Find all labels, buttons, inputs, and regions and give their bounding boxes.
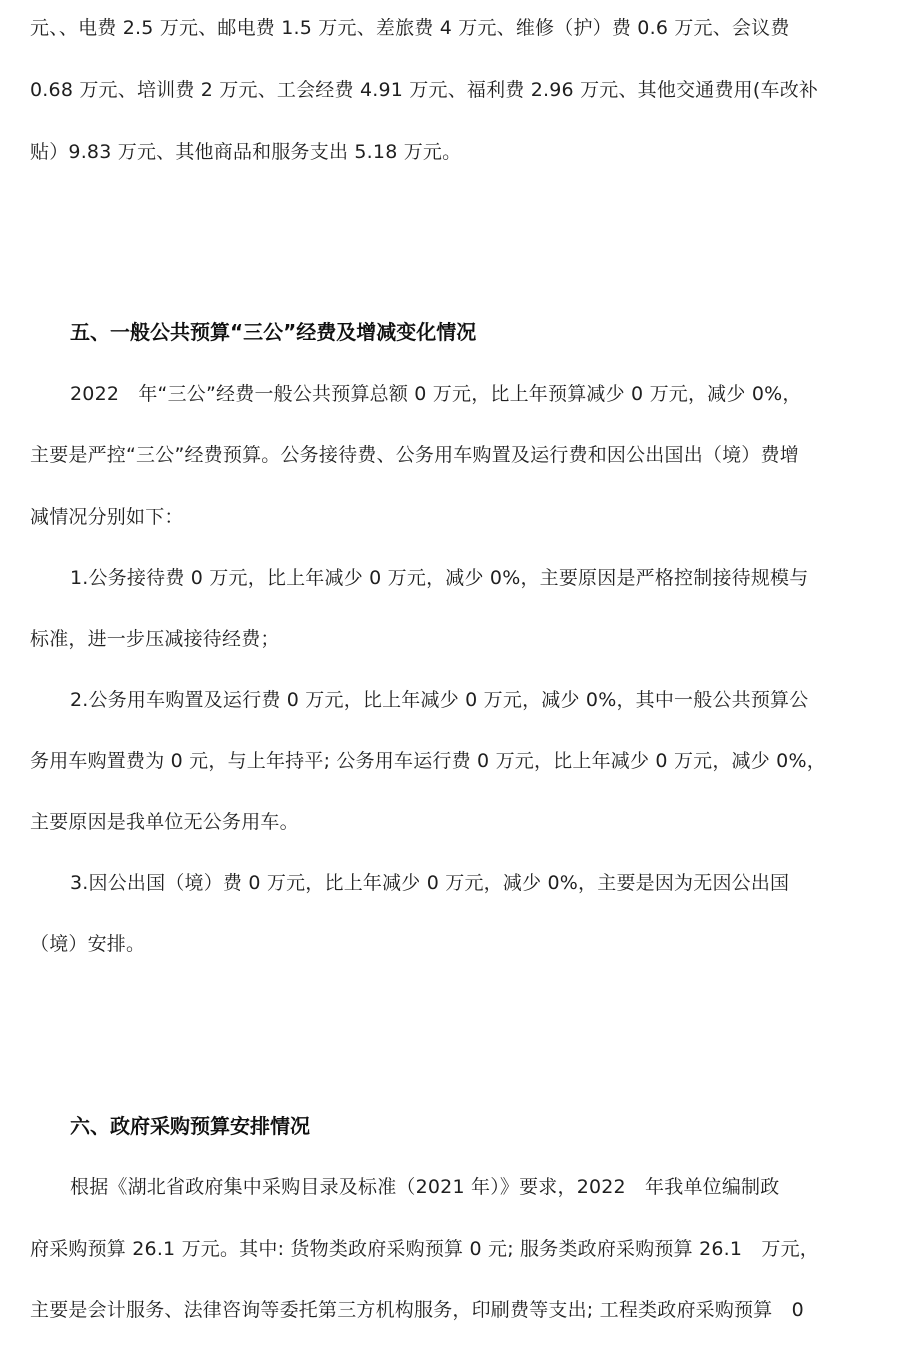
paragraph-line: 0.68 万元、培训费 2 万元、工会经费 4.91 万元、福利费 2.96 万元、其他交通费用(车改补 (30, 79, 819, 101)
paragraph-line: 府采购预算 26.1 万元。其中: 货物类政府采购预算 0 元; 服务类政府采购预算 26.1 万元， (30, 1238, 819, 1260)
paragraph-line: 主要原因是我单位无公务用车。 (30, 811, 299, 833)
paragraph-line: 主要是严控“三公”经费预算。公务接待费、公务用车购置及运行费和因公出国出（境）费增 (30, 444, 799, 466)
paragraph-line: 元、、电费 2.5 万元、邮电费 1.5 万元、差旅费 4 万元、维修（护）费 0.6 万元、会议费 (30, 17, 790, 39)
paragraph-line: （境）安排。 (30, 933, 146, 955)
paragraph-line: 2.公务用车购置及运行费 0 万元，比上年减少 0 万元，减少 0%，其中一般公共预算公 (70, 689, 809, 711)
paragraph-line: 3.因公出国（境）费 0 万元，比上年减少 0 万元，减少 0%，主要是因为无因公出国 (70, 872, 790, 894)
paragraph-line: 1.公务接待费 0 万元，比上年减少 0 万元，减少 0%，主要原因是严格控制接待规模与 (70, 567, 809, 589)
paragraph-line: 根据《湖北省政府集中采购目录及标准（2021 年）》要求，2022 年我单位编制政 (70, 1176, 780, 1198)
paragraph-line: 贴）9.83 万元、其他商品和服务支出 5.18 万元。 (30, 141, 462, 163)
paragraph-line: 务用车购置费为 0 元，与上年持平; 公务用车运行费 0 万元，比上年减少 0 万元，减少 0%， (30, 750, 826, 772)
section-heading-procurement: 六、政府采购预算安排情况 (70, 1114, 310, 1138)
paragraph-line: 2022 年“三公”经费一般公共预算总额 0 万元，比上年预算减少 0 万元，减少 0%， (70, 383, 802, 405)
section-heading-sangong: 五、一般公共预算“三公”经费及增减变化情况 (70, 320, 477, 344)
paragraph-line: 标准，进一步压减接待经费； (30, 628, 280, 650)
paragraph-line: 主要是会计服务、法律咨询等委托第三方机构服务，印刷费等支出; 工程类政府采购预算 0 (30, 1299, 804, 1321)
paragraph-line: 减情况分别如下： (30, 506, 184, 528)
